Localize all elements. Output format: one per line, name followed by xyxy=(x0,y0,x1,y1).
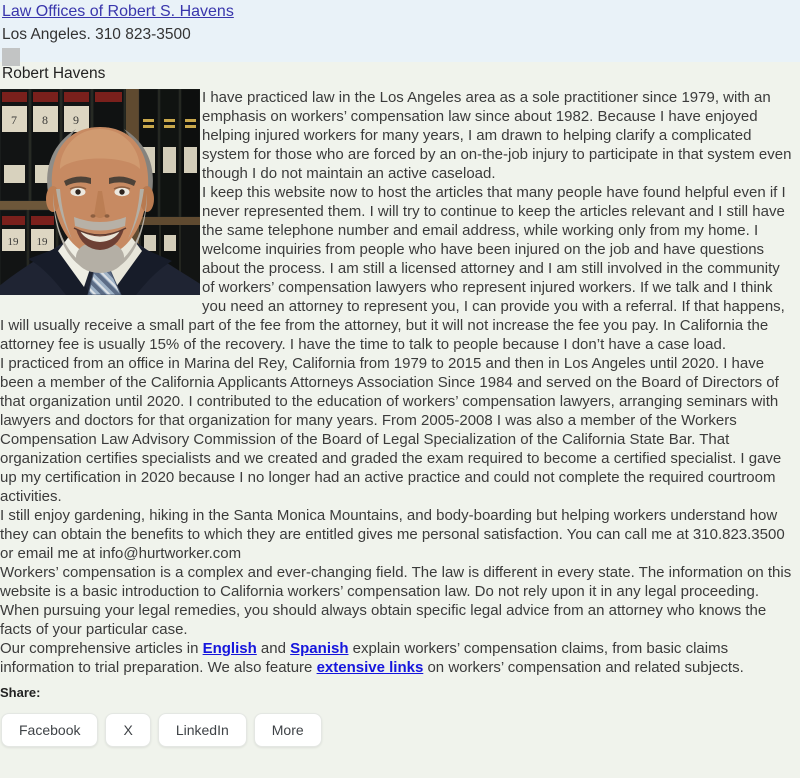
svg-text:9: 9 xyxy=(73,113,79,127)
links-paragraph-text: and xyxy=(256,640,291,657)
links-paragraph xyxy=(0,639,792,677)
share-section xyxy=(0,685,792,747)
share-label: Share: xyxy=(0,685,41,700)
share-buttons-row xyxy=(0,713,792,747)
svg-text:19: 19 xyxy=(36,236,48,248)
links-paragraph-text: explain workers’ compensation claims, from basic claims information to trial preparation. We also feature xyxy=(0,640,729,676)
attorney-portrait-photo xyxy=(0,89,200,295)
english-articles-link[interactable]: English xyxy=(202,640,257,657)
svg-text:19: 19 xyxy=(7,236,19,248)
share-linkedin-button[interactable]: LinkedIn xyxy=(158,713,247,747)
location-phone-text: Los Angeles. 310 823-3500 xyxy=(2,26,191,43)
spanish-articles-link[interactable]: Spanish xyxy=(290,640,349,657)
links-paragraph-text: Our comprehensive articles in xyxy=(0,640,203,657)
page-title: Robert Havens xyxy=(2,65,106,82)
share-more-button[interactable]: More xyxy=(254,713,322,747)
site-title-link[interactable]: Law Offices of Robert S. Havens xyxy=(2,3,234,20)
svg-text:8: 8 xyxy=(42,113,48,127)
share-x-button[interactable]: X xyxy=(105,713,150,747)
about-section xyxy=(0,65,800,747)
share-facebook-button[interactable]: Facebook xyxy=(1,713,98,747)
about-paragraph-4: I still enjoy gardening, hiking in the Santa Monica Mountains, and body-boarding but helping workers understand how they can obtain the benefits to which they are entitled gives me personal satisfaction. You can call me at 310.823.3500 or email me at info@hurtworker.com xyxy=(0,507,785,562)
site-header xyxy=(0,0,800,62)
about-paragraph-5: Workers’ compensation is a complex and ever-changing field. The law is different in every state. The information on this website is a basic introduction to California workers’ compensation law. Do not rely upon it in any legal proceeding. When pursuing your legal remedies, you should always obtain specific legal advice from an attorney who knows the facts of your particular case. xyxy=(0,564,792,638)
about-paragraph-1: I have practiced law in the Los Angeles area as a sole practitioner since 1979, with an emphasis on workers’ compensation law since about 1982. Because I have enjoyed helping injured workers for many years, I am drawn to helping clarify a complicated system for those who are forced by an on-the-job injury to participate in that system even though I do not maintain an active caseload. xyxy=(202,89,792,182)
about-paragraph-2: I keep this website now to host the articles that many people have found helpful even if I never represented them. I will try to continue to keep the articles relevant and I still have the same telephone number and email address, while working only from my home. I welcome inquiries from people who have been injured on the job and have questions about the process. I am still a licensed attorney and I am still involved in the community of workers’ compensation lawyers who represent injured workers. If we talk and I think you need an attorney to represent you, I can provide you with a referral. If that happens, I will usually receive a small part of the fee from the attorney, but it will not increase the fee you pay. In California the attorney fee is usually 15% of the recovery. I have the time to talk to people because I don’t have a case load. xyxy=(0,184,786,353)
svg-text:7: 7 xyxy=(11,113,17,127)
extensive-links-link[interactable]: extensive links xyxy=(316,659,424,676)
portrait-illustration xyxy=(0,89,200,295)
links-paragraph-text: on workers’ compensation and related subjects. xyxy=(423,659,744,676)
about-paragraph-3: I practiced from an office in Marina del Rey, California from 1979 to 2015 and then in Los Angeles until 2020. I have been a member of the California Applicants Attorneys Association Since 1984 and served on the Board of Directors of that organization until 2020. I contributed to the education of workers’ compensation lawyers, arranging seminars with lawyers and doctors for that organization for many years. From 2005-2008 I was also a member of the Workers Compensation Law Advisory Commission of the Board of Legal Specialization of the California State Bar. That organization certifies specialists and we created and graded the exam required to become a certified specialist. I gave up my certification in 2020 because I no longer had an active practice and could not complete the required courtroom activities. xyxy=(0,355,782,505)
image-placeholder-square xyxy=(2,48,20,66)
